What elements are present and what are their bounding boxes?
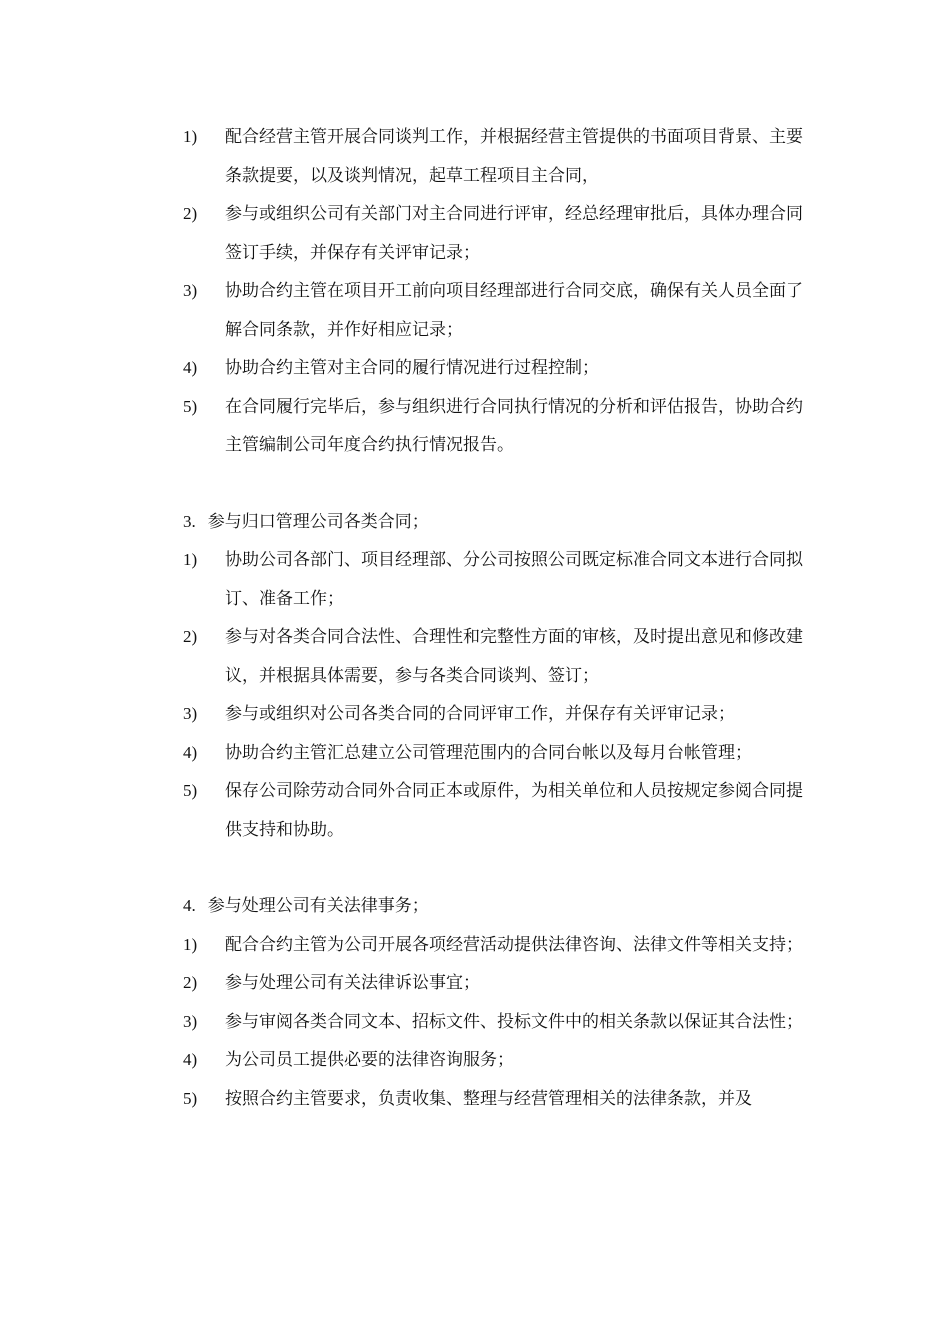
- section-4-heading: [183, 887, 813, 926]
- list-item: [183, 118, 813, 195]
- section-3-list: [183, 541, 813, 849]
- section-spacer: [183, 465, 813, 503]
- list-item: [183, 618, 813, 695]
- section-number: 3.: [183, 511, 196, 531]
- item-number: 5): [183, 1088, 198, 1108]
- item-text: 协助合约主管对主合同的履行情况进行过程控制；: [225, 358, 599, 378]
- item-text: 参与或组织对公司各类合同的合同评审工作，并保存有关评审记录；: [225, 704, 735, 724]
- item-number: 5): [183, 781, 198, 800]
- list-item: [183, 195, 813, 272]
- list-item: [183, 1003, 813, 1042]
- item-text: 协助公司各部门、项目经理部、分公司按照公司既定标准合同文本进行合同拟订、准备工作；: [225, 550, 803, 609]
- item-text: 协助合约主管在项目开工前向项目经理部进行合同交底，确保有关人员全面了解合同条款，并作好相应记录；: [225, 281, 803, 340]
- section-title: 参与归口管理公司各类合同；: [207, 511, 429, 532]
- item-text: 参与或组织公司有关部门对主合同进行评审，经总经理审批后，具体办理合同签订手续，并保存有关评审记录；: [225, 204, 803, 263]
- item-number: 4): [183, 1050, 198, 1069]
- item-text: 配合合约主管为公司开展各项经营活动提供法律咨询、法律文件等相关支持；: [225, 934, 803, 955]
- item-number: 3): [183, 1011, 198, 1031]
- list-item: [183, 349, 813, 388]
- item-text: 协助合约主管汇总建立公司管理范围内的合同台帐以及每月台帐管理；: [225, 742, 752, 763]
- list-item: [183, 388, 813, 465]
- item-text: 参与审阅各类合同文本、招标文件、投标文件中的相关条款以保证其合法性；: [225, 1011, 803, 1032]
- section-spacer: [183, 849, 813, 887]
- item-text: 保存公司除劳动合同外合同正本或原件，为相关单位和人员按规定参阅合同提供支持和协助。: [225, 781, 803, 840]
- item-text: 参与处理公司有关法律诉讼事宜；: [225, 973, 480, 993]
- item-number: 1): [183, 934, 198, 954]
- item-number: 2): [183, 973, 198, 992]
- list-item: [183, 1080, 813, 1119]
- item-number: 1): [183, 127, 198, 146]
- item-number: 4): [183, 742, 198, 762]
- section-4-list: [183, 926, 813, 1119]
- section-3-heading: [183, 503, 813, 542]
- list-item: [183, 772, 813, 849]
- item-number: 2): [183, 627, 198, 646]
- list-item: [183, 734, 813, 773]
- item-number: 4): [183, 358, 198, 377]
- list-item: [183, 695, 813, 734]
- section-number: 4.: [183, 896, 196, 915]
- item-text: 按照合约主管要求，负责收集、整理与经营管理相关的法律条款，并及: [225, 1088, 752, 1109]
- list-item: [183, 272, 813, 349]
- item-number: 5): [183, 396, 198, 416]
- item-number: 2): [183, 204, 198, 223]
- item-text: 在合同履行完毕后，参与组织进行合同执行情况的分析和评估报告，协助合约主管编制公司年度合约执行情况报告。: [225, 396, 803, 455]
- document-body: [183, 118, 813, 1118]
- item-text: 为公司员工提供必要的法律咨询服务；: [225, 1050, 514, 1070]
- item-number: 3): [183, 704, 198, 723]
- section-2-list: [183, 118, 813, 465]
- list-item: [183, 926, 813, 965]
- list-item: [183, 1041, 813, 1080]
- item-number: 1): [183, 550, 198, 569]
- item-number: 3): [183, 281, 198, 300]
- list-item: [183, 964, 813, 1003]
- item-text: 配合经营主管开展合同谈判工作，并根据经营主管提供的书面项目背景、主要条款提要，以及谈判情况，起草工程项目主合同，: [225, 127, 803, 186]
- section-title: 参与处理公司有关法律事务；: [207, 896, 429, 916]
- item-text: 参与对各类合同合法性、合理性和完整性方面的审核，及时提出意见和修改建议，并根据具体需要，参与各类合同谈判、签订；: [225, 627, 803, 686]
- list-item: [183, 541, 813, 618]
